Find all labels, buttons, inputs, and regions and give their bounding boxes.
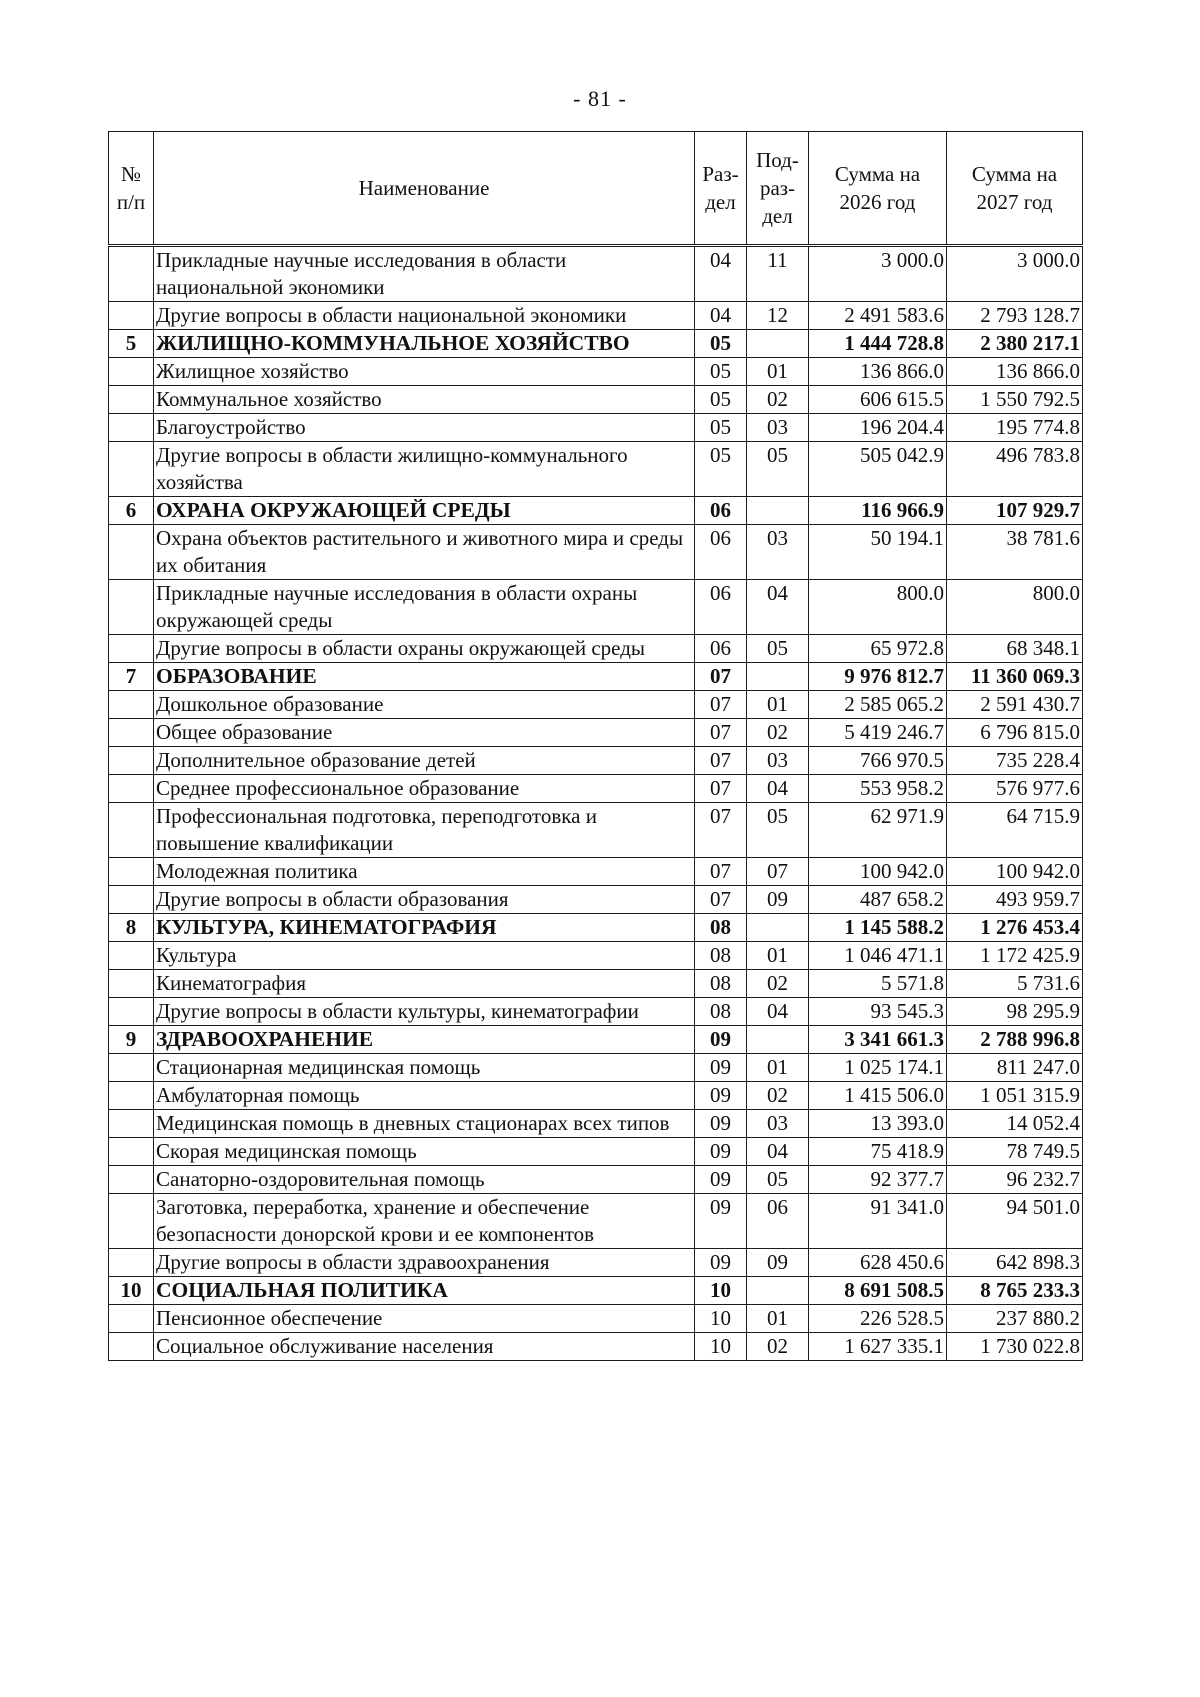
row-number — [109, 1249, 154, 1277]
row-podrazdel — [747, 1277, 809, 1305]
row-podrazdel: 05 — [747, 803, 809, 858]
header-name-label: Наименование — [358, 176, 490, 200]
row-name: Заготовка, переработка, хранение и обеспечение безопасности донорской крови и ее компонентов — [154, 1194, 695, 1249]
header-num-line1: № — [120, 162, 142, 186]
row-number — [109, 998, 154, 1026]
row-podrazdel: 12 — [747, 302, 809, 330]
row-sum-2026: 628 450.6 — [809, 1249, 947, 1277]
row-sum-2026: 1 627 335.1 — [809, 1333, 947, 1361]
table-row — [109, 775, 1083, 803]
header-razdel-line2: дел — [705, 190, 736, 214]
row-razdel: 08 — [695, 998, 747, 1026]
row-sum-2027: 136 866.0 — [947, 358, 1083, 386]
row-sum-2026: 65 972.8 — [809, 635, 947, 663]
row-sum-2027: 11 360 069.3 — [947, 663, 1083, 691]
row-name: Жилищное хозяйство — [154, 358, 695, 386]
row-sum-2027: 195 774.8 — [947, 414, 1083, 442]
row-podrazdel: 02 — [747, 1082, 809, 1110]
row-name: КУЛЬТУРА, КИНЕМАТОГРАФИЯ — [154, 914, 695, 942]
table-row — [109, 691, 1083, 719]
row-number: 10 — [109, 1277, 154, 1305]
row-sum-2026: 116 966.9 — [809, 497, 947, 525]
row-sum-2026: 196 204.4 — [809, 414, 947, 442]
row-number — [109, 302, 154, 330]
row-number — [109, 246, 154, 302]
table-row — [109, 1054, 1083, 1082]
row-sum-2027: 1 550 792.5 — [947, 386, 1083, 414]
row-name: СОЦИАЛЬНАЯ ПОЛИТИКА — [154, 1277, 695, 1305]
section-row — [109, 663, 1083, 691]
row-number — [109, 803, 154, 858]
table-header — [109, 132, 1083, 246]
row-podrazdel: 03 — [747, 525, 809, 580]
row-razdel: 09 — [695, 1110, 747, 1138]
row-name: Дополнительное образование детей — [154, 747, 695, 775]
row-sum-2027: 576 977.6 — [947, 775, 1083, 803]
row-sum-2026: 75 418.9 — [809, 1138, 947, 1166]
row-sum-2026: 92 377.7 — [809, 1166, 947, 1194]
row-number — [109, 1138, 154, 1166]
row-sum-2027: 94 501.0 — [947, 1194, 1083, 1249]
table-row — [109, 747, 1083, 775]
row-razdel: 07 — [695, 858, 747, 886]
row-name: Другие вопросы в области охраны окружающей среды — [154, 635, 695, 663]
header-num — [109, 132, 154, 246]
row-sum-2027: 496 783.8 — [947, 442, 1083, 497]
row-podrazdel: 02 — [747, 1333, 809, 1361]
row-number — [109, 858, 154, 886]
row-razdel: 04 — [695, 302, 747, 330]
row-number — [109, 1166, 154, 1194]
row-razdel: 07 — [695, 775, 747, 803]
row-name: Коммунальное хозяйство — [154, 386, 695, 414]
row-number — [109, 358, 154, 386]
table-row — [109, 942, 1083, 970]
table-row — [109, 246, 1083, 302]
row-razdel: 06 — [695, 635, 747, 663]
row-podrazdel — [747, 1026, 809, 1054]
row-sum-2027: 2 788 996.8 — [947, 1026, 1083, 1054]
row-name: Медицинская помощь в дневных стационарах всех типов — [154, 1110, 695, 1138]
row-sum-2027: 3 000.0 — [947, 246, 1083, 302]
row-sum-2027: 78 749.5 — [947, 1138, 1083, 1166]
row-sum-2027: 5 731.6 — [947, 970, 1083, 998]
row-razdel: 10 — [695, 1305, 747, 1333]
row-razdel: 07 — [695, 691, 747, 719]
row-sum-2026: 1 145 588.2 — [809, 914, 947, 942]
header-podrazdel-line2: раз- — [759, 176, 796, 200]
table-row — [109, 970, 1083, 998]
row-razdel: 07 — [695, 803, 747, 858]
row-razdel: 08 — [695, 942, 747, 970]
row-podrazdel: 03 — [747, 414, 809, 442]
row-razdel: 07 — [695, 719, 747, 747]
row-sum-2027: 64 715.9 — [947, 803, 1083, 858]
row-sum-2027: 107 929.7 — [947, 497, 1083, 525]
row-name: Дошкольное образование — [154, 691, 695, 719]
row-razdel: 06 — [695, 525, 747, 580]
row-number — [109, 1305, 154, 1333]
row-number: 8 — [109, 914, 154, 942]
row-podrazdel: 02 — [747, 386, 809, 414]
row-podrazdel: 04 — [747, 775, 809, 803]
table-body — [109, 246, 1083, 1361]
row-razdel: 07 — [695, 663, 747, 691]
row-razdel: 07 — [695, 747, 747, 775]
row-number — [109, 719, 154, 747]
row-podrazdel: 01 — [747, 942, 809, 970]
row-name: Другие вопросы в области здравоохранения — [154, 1249, 695, 1277]
row-podrazdel — [747, 914, 809, 942]
row-sum-2027: 14 052.4 — [947, 1110, 1083, 1138]
row-name: Молодежная политика — [154, 858, 695, 886]
table-row — [109, 1194, 1083, 1249]
row-name: Другие вопросы в области культуры, кинематографии — [154, 998, 695, 1026]
row-sum-2026: 2 585 065.2 — [809, 691, 947, 719]
row-name: Прикладные научные исследования в области национальной экономики — [154, 246, 695, 302]
row-podrazdel: 04 — [747, 998, 809, 1026]
row-razdel: 06 — [695, 580, 747, 635]
table-row — [109, 886, 1083, 914]
row-podrazdel: 09 — [747, 1249, 809, 1277]
row-name: Другие вопросы в области национальной экономики — [154, 302, 695, 330]
header-podrazdel — [747, 132, 809, 246]
row-sum-2027: 1 051 315.9 — [947, 1082, 1083, 1110]
row-razdel: 09 — [695, 1026, 747, 1054]
row-podrazdel: 02 — [747, 719, 809, 747]
row-number — [109, 942, 154, 970]
row-podrazdel — [747, 663, 809, 691]
budget-table — [108, 131, 1083, 1361]
row-razdel: 05 — [695, 442, 747, 497]
table-row — [109, 635, 1083, 663]
row-number — [109, 691, 154, 719]
table-row — [109, 1333, 1083, 1361]
row-razdel: 07 — [695, 886, 747, 914]
row-number — [109, 1333, 154, 1361]
row-sum-2026: 606 615.5 — [809, 386, 947, 414]
row-number: 6 — [109, 497, 154, 525]
row-sum-2027: 2 380 217.1 — [947, 330, 1083, 358]
row-name: Среднее профессиональное образование — [154, 775, 695, 803]
row-sum-2027: 735 228.4 — [947, 747, 1083, 775]
row-razdel: 09 — [695, 1249, 747, 1277]
row-name: Амбулаторная помощь — [154, 1082, 695, 1110]
table-row — [109, 580, 1083, 635]
row-name: Другие вопросы в области образования — [154, 886, 695, 914]
row-sum-2027: 237 880.2 — [947, 1305, 1083, 1333]
row-podrazdel: 11 — [747, 246, 809, 302]
row-podrazdel: 01 — [747, 1054, 809, 1082]
table-row — [109, 358, 1083, 386]
row-razdel: 05 — [695, 386, 747, 414]
row-name: Благоустройство — [154, 414, 695, 442]
row-sum-2026: 1 444 728.8 — [809, 330, 947, 358]
row-number: 5 — [109, 330, 154, 358]
row-sum-2026: 226 528.5 — [809, 1305, 947, 1333]
header-sum-2027-line1: Сумма на — [971, 162, 1058, 186]
header-num-line2: п/п — [116, 190, 146, 214]
header-podrazdel-line1: Под- — [756, 148, 799, 172]
table-row — [109, 442, 1083, 497]
row-razdel: 09 — [695, 1054, 747, 1082]
table-row — [109, 414, 1083, 442]
table-row — [109, 302, 1083, 330]
table-row — [109, 1082, 1083, 1110]
table-row — [109, 386, 1083, 414]
header-sum-2026 — [809, 132, 947, 246]
table-row — [109, 719, 1083, 747]
row-number — [109, 1054, 154, 1082]
table-row — [109, 803, 1083, 858]
row-podrazdel: 05 — [747, 635, 809, 663]
row-sum-2027: 38 781.6 — [947, 525, 1083, 580]
row-razdel: 09 — [695, 1082, 747, 1110]
row-podrazdel: 09 — [747, 886, 809, 914]
row-sum-2026: 8 691 508.5 — [809, 1277, 947, 1305]
row-podrazdel: 03 — [747, 747, 809, 775]
row-sum-2027: 811 247.0 — [947, 1054, 1083, 1082]
row-number — [109, 442, 154, 497]
row-sum-2027: 800.0 — [947, 580, 1083, 635]
table-row — [109, 998, 1083, 1026]
row-name: Санаторно-оздоровительная помощь — [154, 1166, 695, 1194]
row-name: Профессиональная подготовка, переподготовка и повышение квалификации — [154, 803, 695, 858]
table-row — [109, 1166, 1083, 1194]
row-number: 9 — [109, 1026, 154, 1054]
row-razdel: 10 — [695, 1333, 747, 1361]
row-number — [109, 747, 154, 775]
row-sum-2027: 8 765 233.3 — [947, 1277, 1083, 1305]
row-sum-2026: 62 971.9 — [809, 803, 947, 858]
row-podrazdel: 03 — [747, 1110, 809, 1138]
row-sum-2026: 5 419 246.7 — [809, 719, 947, 747]
row-sum-2026: 1 046 471.1 — [809, 942, 947, 970]
row-podrazdel: 01 — [747, 691, 809, 719]
section-row — [109, 914, 1083, 942]
section-row — [109, 1026, 1083, 1054]
row-name: Кинематография — [154, 970, 695, 998]
section-row — [109, 497, 1083, 525]
row-sum-2027: 2 591 430.7 — [947, 691, 1083, 719]
row-sum-2026: 9 976 812.7 — [809, 663, 947, 691]
row-name: Социальное обслуживание населения — [154, 1333, 695, 1361]
header-name — [154, 132, 695, 246]
row-razdel: 05 — [695, 330, 747, 358]
row-number — [109, 1110, 154, 1138]
row-podrazdel: 01 — [747, 358, 809, 386]
row-name: ЖИЛИЩНО-КОММУНАЛЬНОЕ ХОЗЯЙСТВО — [154, 330, 695, 358]
row-name: Прикладные научные исследования в области охраны окружающей среды — [154, 580, 695, 635]
row-number — [109, 970, 154, 998]
row-sum-2026: 505 042.9 — [809, 442, 947, 497]
row-number — [109, 635, 154, 663]
row-sum-2027: 1 172 425.9 — [947, 942, 1083, 970]
row-name: ЗДРАВООХРАНЕНИЕ — [154, 1026, 695, 1054]
row-podrazdel: 05 — [747, 1166, 809, 1194]
table-row — [109, 1305, 1083, 1333]
row-name: ОХРАНА ОКРУЖАЮЩЕЙ СРЕДЫ — [154, 497, 695, 525]
row-sum-2026: 93 545.3 — [809, 998, 947, 1026]
row-sum-2026: 3 000.0 — [809, 246, 947, 302]
row-podrazdel: 06 — [747, 1194, 809, 1249]
table-row — [109, 525, 1083, 580]
row-name: Стационарная медицинская помощь — [154, 1054, 695, 1082]
row-name: Пенсионное обеспечение — [154, 1305, 695, 1333]
row-podrazdel: 01 — [747, 1305, 809, 1333]
row-number — [109, 525, 154, 580]
row-number — [109, 775, 154, 803]
row-sum-2026: 553 958.2 — [809, 775, 947, 803]
row-sum-2027: 1 730 022.8 — [947, 1333, 1083, 1361]
row-podrazdel: 04 — [747, 1138, 809, 1166]
header-razdel-line1: Раз- — [702, 162, 739, 186]
row-number — [109, 886, 154, 914]
row-razdel: 04 — [695, 246, 747, 302]
row-number — [109, 414, 154, 442]
row-razdel: 10 — [695, 1277, 747, 1305]
header-sum-2027 — [947, 132, 1083, 246]
row-podrazdel — [747, 497, 809, 525]
row-sum-2026: 50 194.1 — [809, 525, 947, 580]
row-number — [109, 1082, 154, 1110]
row-sum-2026: 136 866.0 — [809, 358, 947, 386]
row-podrazdel: 05 — [747, 442, 809, 497]
row-razdel: 05 — [695, 358, 747, 386]
table-row — [109, 1110, 1083, 1138]
row-sum-2026: 1 415 506.0 — [809, 1082, 947, 1110]
row-podrazdel: 07 — [747, 858, 809, 886]
row-name: Культура — [154, 942, 695, 970]
row-sum-2027: 642 898.3 — [947, 1249, 1083, 1277]
row-sum-2027: 493 959.7 — [947, 886, 1083, 914]
row-podrazdel: 04 — [747, 580, 809, 635]
row-sum-2026: 2 491 583.6 — [809, 302, 947, 330]
row-sum-2027: 96 232.7 — [947, 1166, 1083, 1194]
row-name: Охрана объектов растительного и животного мира и среды их обитания — [154, 525, 695, 580]
row-sum-2027: 6 796 815.0 — [947, 719, 1083, 747]
row-name: Другие вопросы в области жилищно-коммунального хозяйства — [154, 442, 695, 497]
row-sum-2027: 1 276 453.4 — [947, 914, 1083, 942]
table-row — [109, 858, 1083, 886]
row-sum-2026: 3 341 661.3 — [809, 1026, 947, 1054]
row-sum-2026: 100 942.0 — [809, 858, 947, 886]
row-number: 7 — [109, 663, 154, 691]
page-number: - 81 - — [573, 86, 627, 111]
row-name: Скорая медицинская помощь — [154, 1138, 695, 1166]
row-sum-2026: 91 341.0 — [809, 1194, 947, 1249]
row-name: ОБРАЗОВАНИЕ — [154, 663, 695, 691]
table-row — [109, 1249, 1083, 1277]
header-razdel — [695, 132, 747, 246]
row-razdel: 06 — [695, 497, 747, 525]
row-sum-2027: 2 793 128.7 — [947, 302, 1083, 330]
row-sum-2027: 68 348.1 — [947, 635, 1083, 663]
row-razdel: 09 — [695, 1166, 747, 1194]
row-sum-2026: 5 571.8 — [809, 970, 947, 998]
header-sum-2027-line2: 2027 год — [976, 190, 1053, 214]
row-sum-2026: 487 658.2 — [809, 886, 947, 914]
row-podrazdel: 02 — [747, 970, 809, 998]
row-sum-2026: 1 025 174.1 — [809, 1054, 947, 1082]
row-number — [109, 580, 154, 635]
row-razdel: 09 — [695, 1138, 747, 1166]
row-sum-2027: 98 295.9 — [947, 998, 1083, 1026]
row-sum-2026: 766 970.5 — [809, 747, 947, 775]
section-row — [109, 330, 1083, 358]
row-razdel: 08 — [695, 970, 747, 998]
row-sum-2027: 100 942.0 — [947, 858, 1083, 886]
row-number — [109, 1194, 154, 1249]
header-sum-2026-line1: Сумма на — [834, 162, 921, 186]
table-row — [109, 1138, 1083, 1166]
section-row — [109, 1277, 1083, 1305]
row-name: Общее образование — [154, 719, 695, 747]
row-razdel: 08 — [695, 914, 747, 942]
row-sum-2026: 13 393.0 — [809, 1110, 947, 1138]
row-razdel: 09 — [695, 1194, 747, 1249]
row-number — [109, 386, 154, 414]
header-sum-2026-line2: 2026 год — [839, 190, 916, 214]
row-razdel: 05 — [695, 414, 747, 442]
header-podrazdel-line3: дел — [762, 204, 793, 228]
row-podrazdel — [747, 330, 809, 358]
row-sum-2026: 800.0 — [809, 580, 947, 635]
